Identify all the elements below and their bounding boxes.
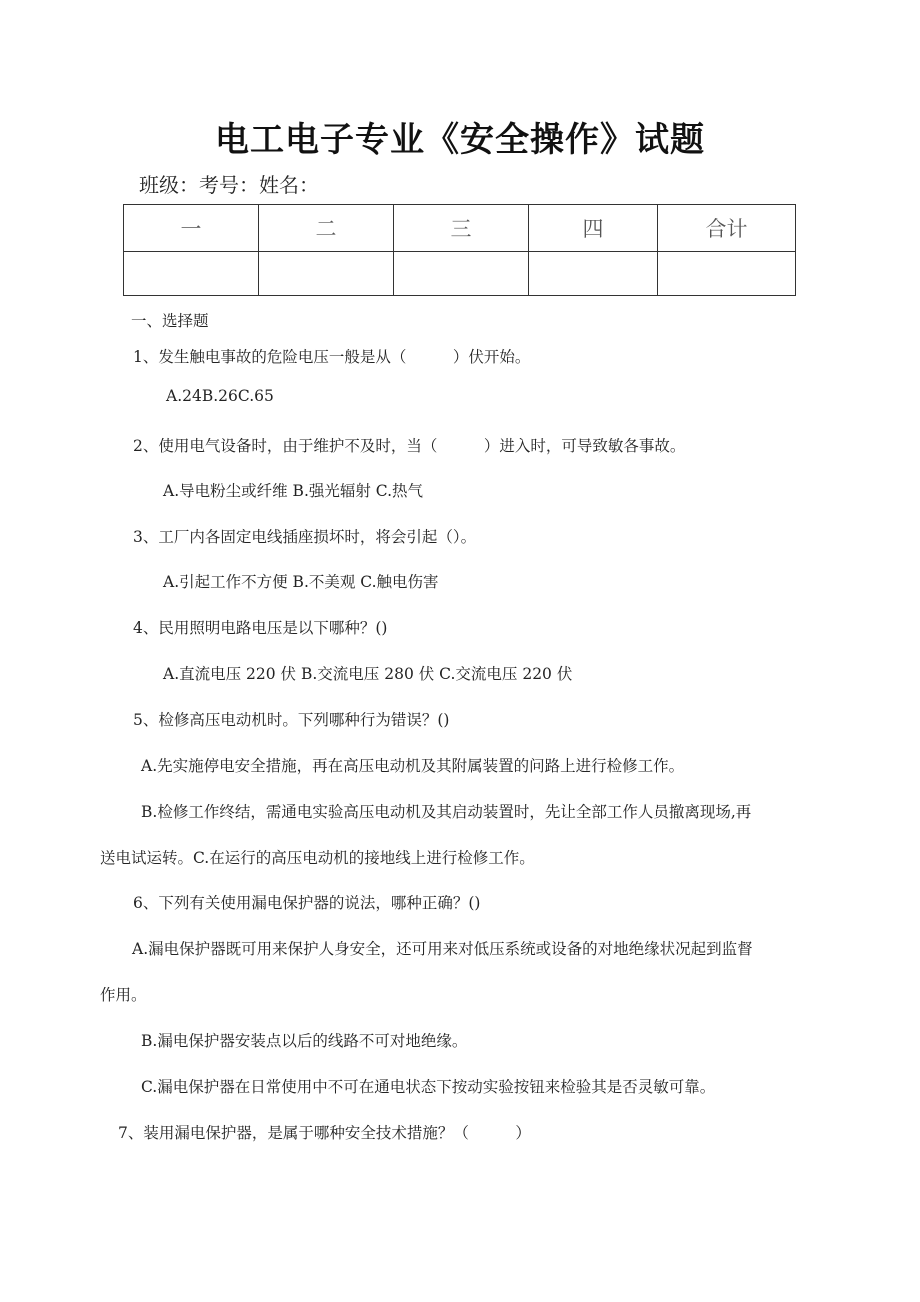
question-2: 2、使用电气设备时，由于维护不及时，当（ ）进入时，可导致敏各事故。 xyxy=(133,437,686,455)
score-header-cell: 三 xyxy=(394,205,529,252)
score-cell xyxy=(658,252,796,296)
exam-title: 电工电子专业《安全操作》试题 xyxy=(215,120,705,160)
score-cell xyxy=(394,252,529,296)
question-3: 3、工厂内各固定电线插座损坏时，将会引起（）。 xyxy=(133,528,477,546)
question-5: 5、检修高压电动机时。下列哪种行为错误？() xyxy=(133,711,450,729)
question-1-options: A.24B.26C.65 xyxy=(166,387,274,405)
question-6-option-c: C.漏电保护器在日常使用中不可在通电状态下按动实验按钮来检验其是否灵敏可靠。 xyxy=(141,1078,716,1096)
question-3-options: A.引起工作不方便 B.不美观 C.触电伤害 xyxy=(163,573,439,591)
question-7: 7、装用漏电保护器，是属于哪种安全技术措施？（ ） xyxy=(118,1124,531,1142)
score-header-cell: 合计 xyxy=(658,205,796,252)
score-cell xyxy=(529,252,658,296)
question-4: 4、民用照明电路电压是以下哪种？() xyxy=(133,619,388,637)
question-6-option-a-cont: 作用。 xyxy=(100,986,147,1004)
score-table-score-row xyxy=(124,252,796,296)
score-cell xyxy=(259,252,394,296)
question-5-option-a: A.先实施停电安全措施，再在高压电动机及其附属装置的问路上进行检修工作。 xyxy=(141,757,685,775)
question-5-option-b-cont: 送电试运转。C.在运行的高压电动机的接地线上进行检修工作。 xyxy=(100,849,535,867)
score-cell xyxy=(124,252,259,296)
question-6-option-a: A.漏电保护器既可用来保护人身安全，还可用来对低压系统或设备的对地绝缘状况起到监督 xyxy=(132,940,753,958)
question-2-options: A.导电粉尘或纤维 B.强光辐射 C.热气 xyxy=(163,482,424,500)
score-header-cell: 四 xyxy=(529,205,658,252)
score-header-cell: 二 xyxy=(259,205,394,252)
student-info-line: 班级：考号：姓名： xyxy=(139,173,319,197)
score-table xyxy=(123,204,796,296)
section-heading: 一、选择题 xyxy=(131,312,209,330)
question-1: 1、发生触电事故的危险电压一般是从（ ）伏开始。 xyxy=(133,348,531,366)
question-4-options: A.直流电压 220 伏 B.交流电压 280 伏 C.交流电压 220 伏 xyxy=(163,665,573,683)
question-5-option-b: B.检修工作终结，需通电实验高压电动机及其启动装置时，先让全部工作人员撤离现场,再 xyxy=(141,803,752,821)
score-header-cell: 一 xyxy=(124,205,259,252)
question-6: 6、下列有关使用漏电保护器的说法，哪种正确？() xyxy=(133,894,481,912)
question-6-option-b: B.漏电保护器安装点以后的线路不可对地绝缘。 xyxy=(141,1032,468,1050)
score-table-header-row xyxy=(124,205,796,252)
